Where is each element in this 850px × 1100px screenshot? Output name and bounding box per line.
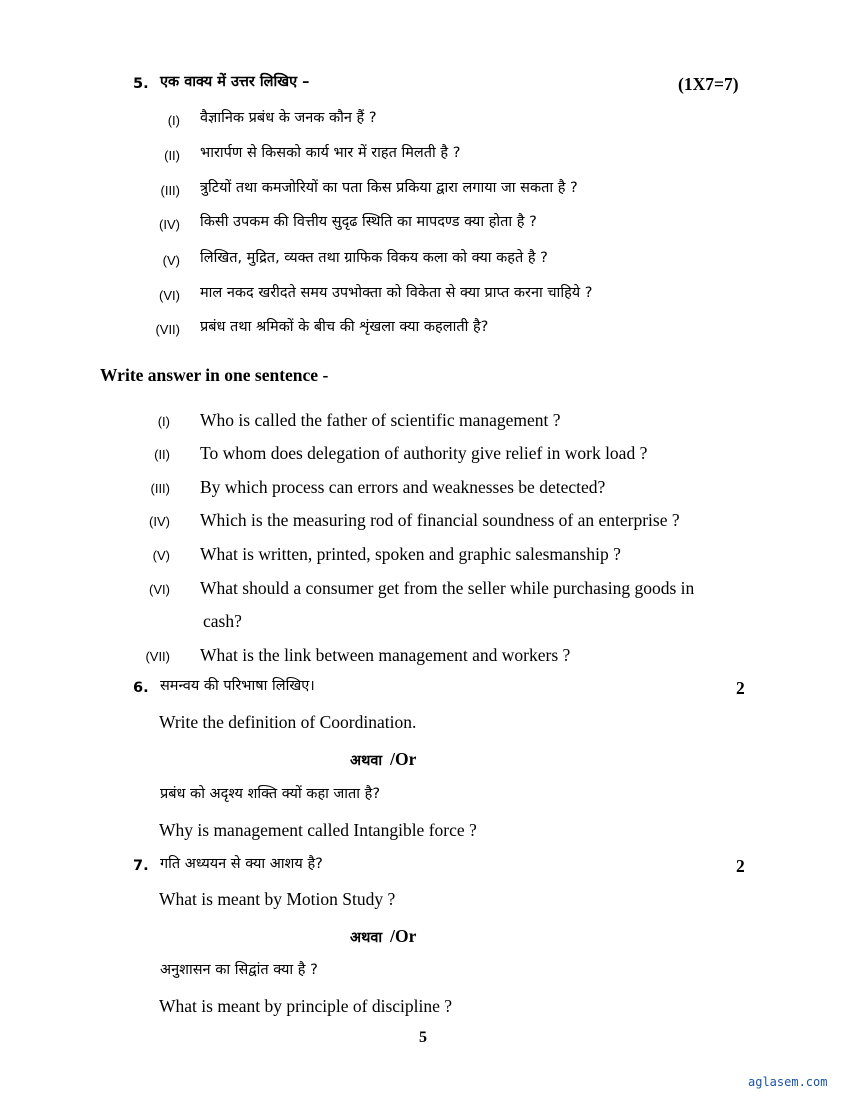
q6-number: 6.: [133, 680, 149, 696]
q6-marks: 2: [736, 678, 745, 698]
q5-hindi-item-number: (V): [162, 253, 180, 268]
q5-hindi-item-number: (VII): [155, 322, 180, 337]
q5-english-item-number: (VI): [149, 582, 170, 597]
q5-marks: (1X7=7): [678, 74, 739, 94]
q5-english-item-text: To whom does delegation of authority give relief in work load ?: [200, 443, 648, 463]
q5-hindi-item-number: (II): [164, 148, 180, 163]
q5-hindi-item-text: माल नकद खरीदते समय उपभोक्ता को विकेता से क्या प्राप्त करना चाहिये ?: [200, 285, 593, 301]
q5-hindi-item-number: (I): [167, 113, 180, 128]
q5-heading-hindi: एक वाक्य में उत्तर लिखिए –: [160, 74, 310, 90]
q5-heading-english: Write answer in one sentence -: [100, 365, 329, 385]
q7-alternate-english: What is meant by principle of discipline ?: [159, 996, 453, 1016]
q5-hindi-item-text: प्रबंध तथा श्रमिकों के बीच की शृंखला क्या कहलाती है?: [200, 319, 489, 335]
q5-english-item-continuation: cash?: [203, 611, 242, 631]
q7-or-divider: [350, 928, 416, 946]
q7-or-hindi: अथवा: [350, 930, 383, 946]
q7-question-hindi: गति अध्ययन से क्या आशय है?: [160, 856, 323, 872]
q5-english-item-text: Who is called the father of scientific management ?: [200, 410, 561, 430]
q5-english-item-number: (IV): [149, 514, 170, 529]
q5-hindi-item-text: वैज्ञानिक प्रबंध के जनक कौन हैं ?: [200, 110, 377, 126]
q5-english-item-number: (V): [152, 548, 170, 563]
q5-english-item-number: (VII): [145, 649, 170, 664]
q5-english-item-text: What is the link between management and workers ?: [200, 645, 571, 665]
page-number: 5: [419, 1029, 427, 1046]
q5-english-item-text: What is written, printed, spoken and graphic salesmanship ?: [200, 544, 621, 564]
q5-hindi-item-number: (III): [160, 183, 180, 198]
q7-or-english: /Or: [390, 926, 417, 946]
q6-alternate-hindi: प्रबंध को अदृश्य शक्ति क्यों कहा जाता है?: [160, 786, 381, 802]
q5-hindi-item-text: किसी उपकम की वित्तीय सुदृढ स्थिति का मापदण्ड क्या होता है ?: [200, 214, 537, 230]
q5-hindi-item-number: (IV): [159, 217, 180, 232]
q7-number: 7.: [133, 858, 149, 874]
q6-question-english: Write the definition of Coordination.: [159, 712, 417, 732]
watermark-footer: aglasem.com: [748, 1075, 828, 1089]
q7-marks: 2: [736, 856, 745, 876]
q5-hindi-item-text: लिखित, मुद्रित, व्यक्त तथा ग्राफिक विकय कला को क्या कहते है ?: [200, 250, 548, 266]
q6-or-hindi: अथवा: [350, 753, 383, 769]
q5-english-item-text: What should a consumer get from the seller while purchasing goods in: [200, 578, 695, 598]
q6-or-divider: [350, 751, 416, 769]
q6-question-hindi: समन्वय की परिभाषा लिखिए।: [160, 678, 315, 694]
q6-or-english: /Or: [390, 749, 417, 769]
q5-hindi-item-text: भारार्पण से किसको कार्य भार में राहत मिलती है ?: [200, 145, 461, 161]
q7-alternate-hindi: अनुशासन का सिद्वांत क्या है ?: [160, 962, 318, 978]
q5-hindi-item-number: (VI): [159, 288, 180, 303]
q5-english-item-number: (I): [157, 414, 170, 429]
q5-english-item-text: By which process can errors and weaknesses be detected?: [200, 477, 606, 497]
q5-hindi-item-text: त्रुटियों तथा कमजोरियों का पता किस प्रकिया द्वारा लगाया जा सकता है ?: [200, 180, 578, 196]
q5-number: 5.: [133, 76, 149, 92]
q5-english-item-number: (III): [150, 481, 170, 496]
q5-english-item-text: Which is the measuring rod of financial soundness of an enterprise ?: [200, 510, 680, 530]
q7-question-english: What is meant by Motion Study ?: [159, 889, 396, 909]
q5-english-item-number: (II): [154, 447, 170, 462]
q6-alternate-english: Why is management called Intangible force ?: [159, 820, 477, 840]
